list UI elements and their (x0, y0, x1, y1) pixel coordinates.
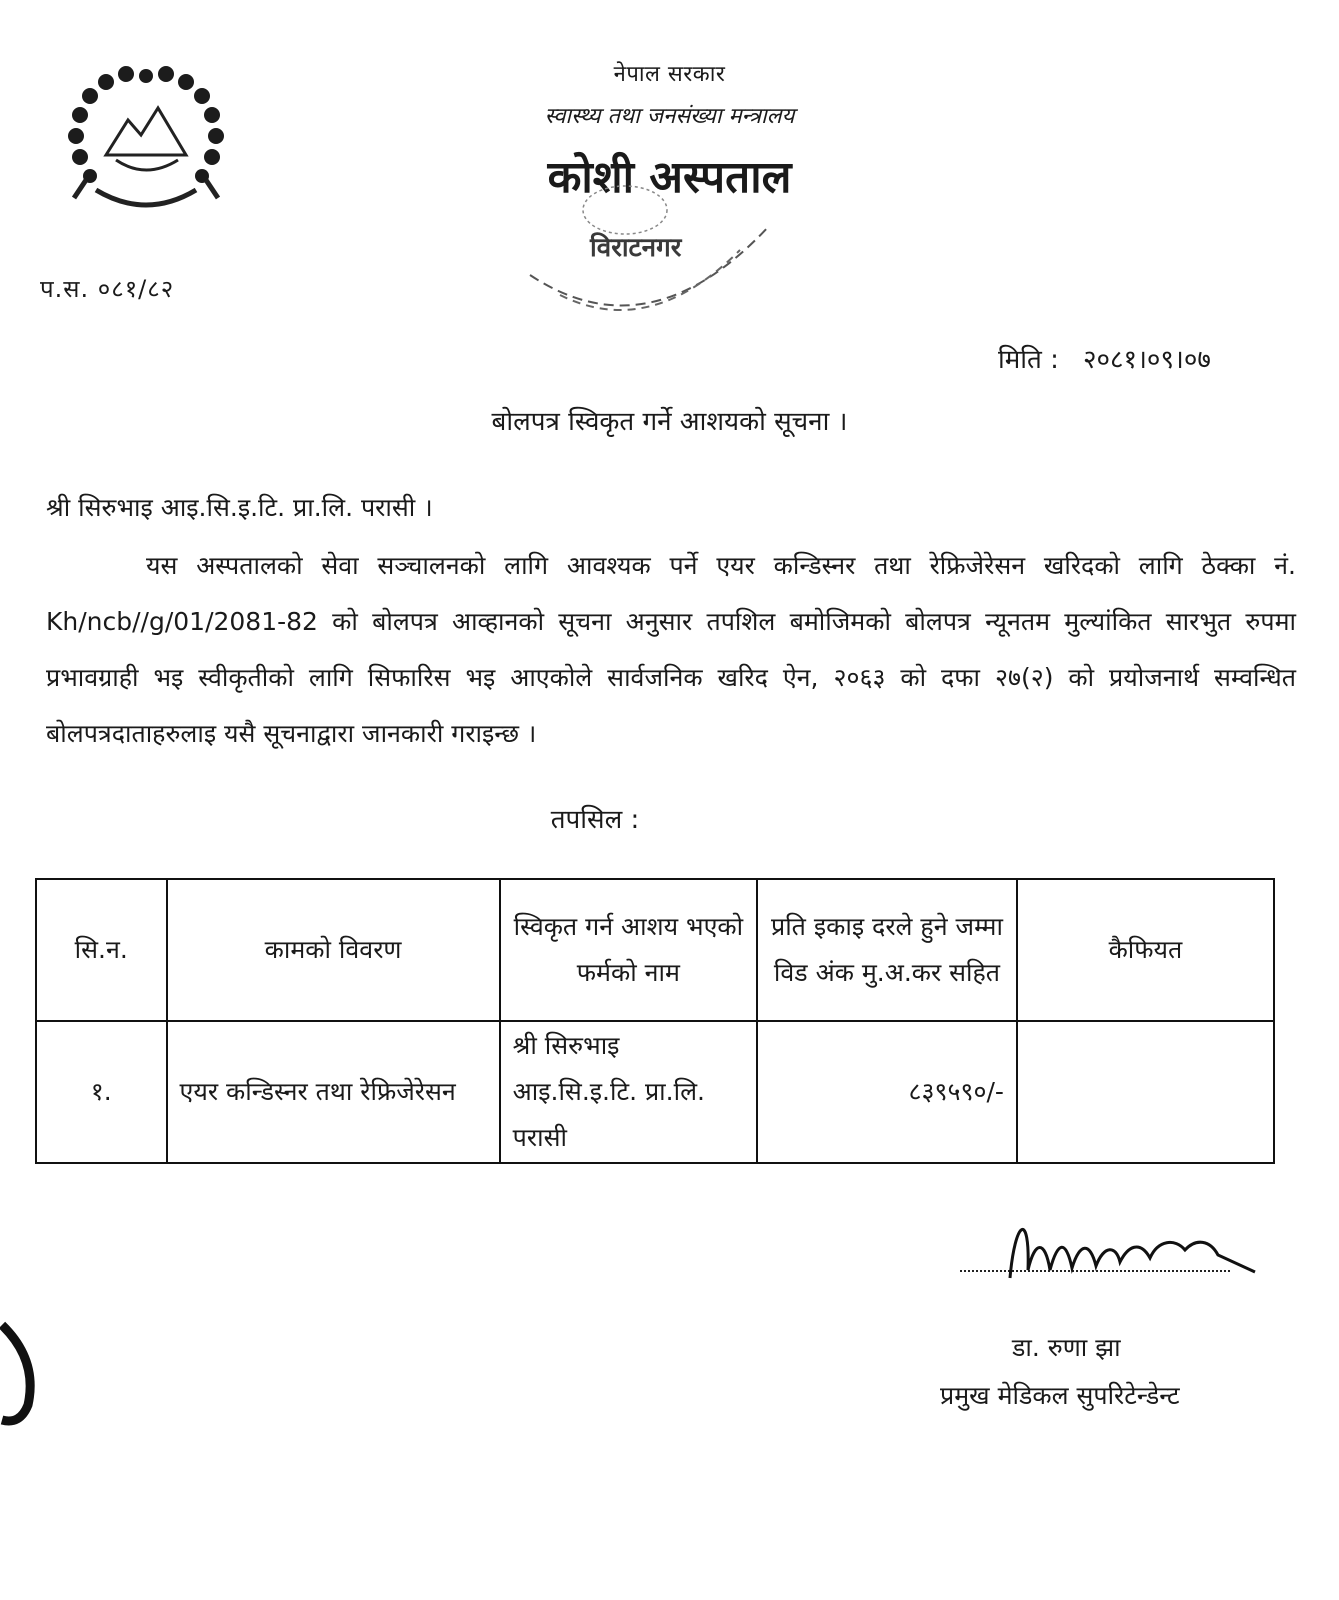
reference-number: प.स. ०८१/८२ (40, 275, 175, 303)
notice-body (46, 538, 1296, 762)
notice-title: बोलपत्र स्विकृत गर्ने आशयको सूचना । (491, 407, 848, 437)
ministry-name: स्वास्थ्य तथा जनसंख्या मन्त्रालय (544, 104, 795, 129)
row-remarks (1017, 1021, 1274, 1163)
hospital-name: कोशी अस्पताल (547, 152, 792, 203)
signer-name: डा. रुणा झा (1012, 1333, 1121, 1362)
row-description: एयर कन्डिस्नर तथा रेफ्रिजेरेसन (167, 1021, 500, 1163)
notice-body-text: यस अस्पतालको सेवा सञ्चालनको लागि आवश्यक पर्ने एयर कन्डिस्नर तथा रेफ्रिजेरेसन खरिदको लागि ठेक्का नं. Kh/ncb//g/01/2081-82 को बोलपत्र आव्हानको सूचना अनुसार तपशिल बमोजिमको बोलपत्र न्यूनतम मुल्यांकित सारभुत रुपमा प्रभावग्राही भइ स्वीकृतीको लागि सिफारिस भइ आएकोले सार्वजनिक खरिद ऐन, २०६३ को दफा २७(२) को प्रयोजनार्थ सम्वन्धित बोलपत्रदाताहरुलाइ यसै सूचनाद्वारा जानकारी गराइन्छ । (46, 551, 1296, 748)
header-description: कामको विवरण (167, 879, 500, 1021)
government-name: नेपाल सरकार (613, 62, 726, 87)
addressee: श्री सिरुभाइ आइ.सि.इ.टि. प्रा.लि. परासी । (46, 493, 433, 522)
signer-designation: प्रमुख मेडिकल सुपरिटेन्डेन्ट (940, 1381, 1180, 1410)
bid-table (35, 878, 1275, 1164)
table-header-row (36, 879, 1274, 1021)
header-remarks: कैफियत (1017, 879, 1274, 1021)
row-sn: १. (36, 1021, 167, 1163)
city-name: विराटनगर (590, 233, 682, 263)
header-sn: सि.न. (36, 879, 167, 1021)
scan-edge-mark (0, 1320, 40, 1430)
schedule-label: तपसिल : (550, 805, 640, 835)
row-firm: श्री सिरुभाइ आइ.सि.इ.टि. प्रा.लि. परासी (500, 1021, 757, 1163)
header-firm: स्विकृत गर्न आशय भएको फर्मको नाम (500, 879, 757, 1021)
date-value: २०८१।०९।०७ (1083, 345, 1211, 375)
header-amount: प्रति इकाइ दरले हुने जम्मा विड अंक मु.अ.कर सहित (757, 879, 1017, 1021)
row-amount: ८३९५९०/- (757, 1021, 1017, 1163)
hospital-stamp-icon (520, 180, 780, 350)
date-label: मिति : (998, 345, 1059, 375)
handwritten-signature-icon (1000, 1210, 1260, 1290)
table-row (36, 1021, 1274, 1163)
